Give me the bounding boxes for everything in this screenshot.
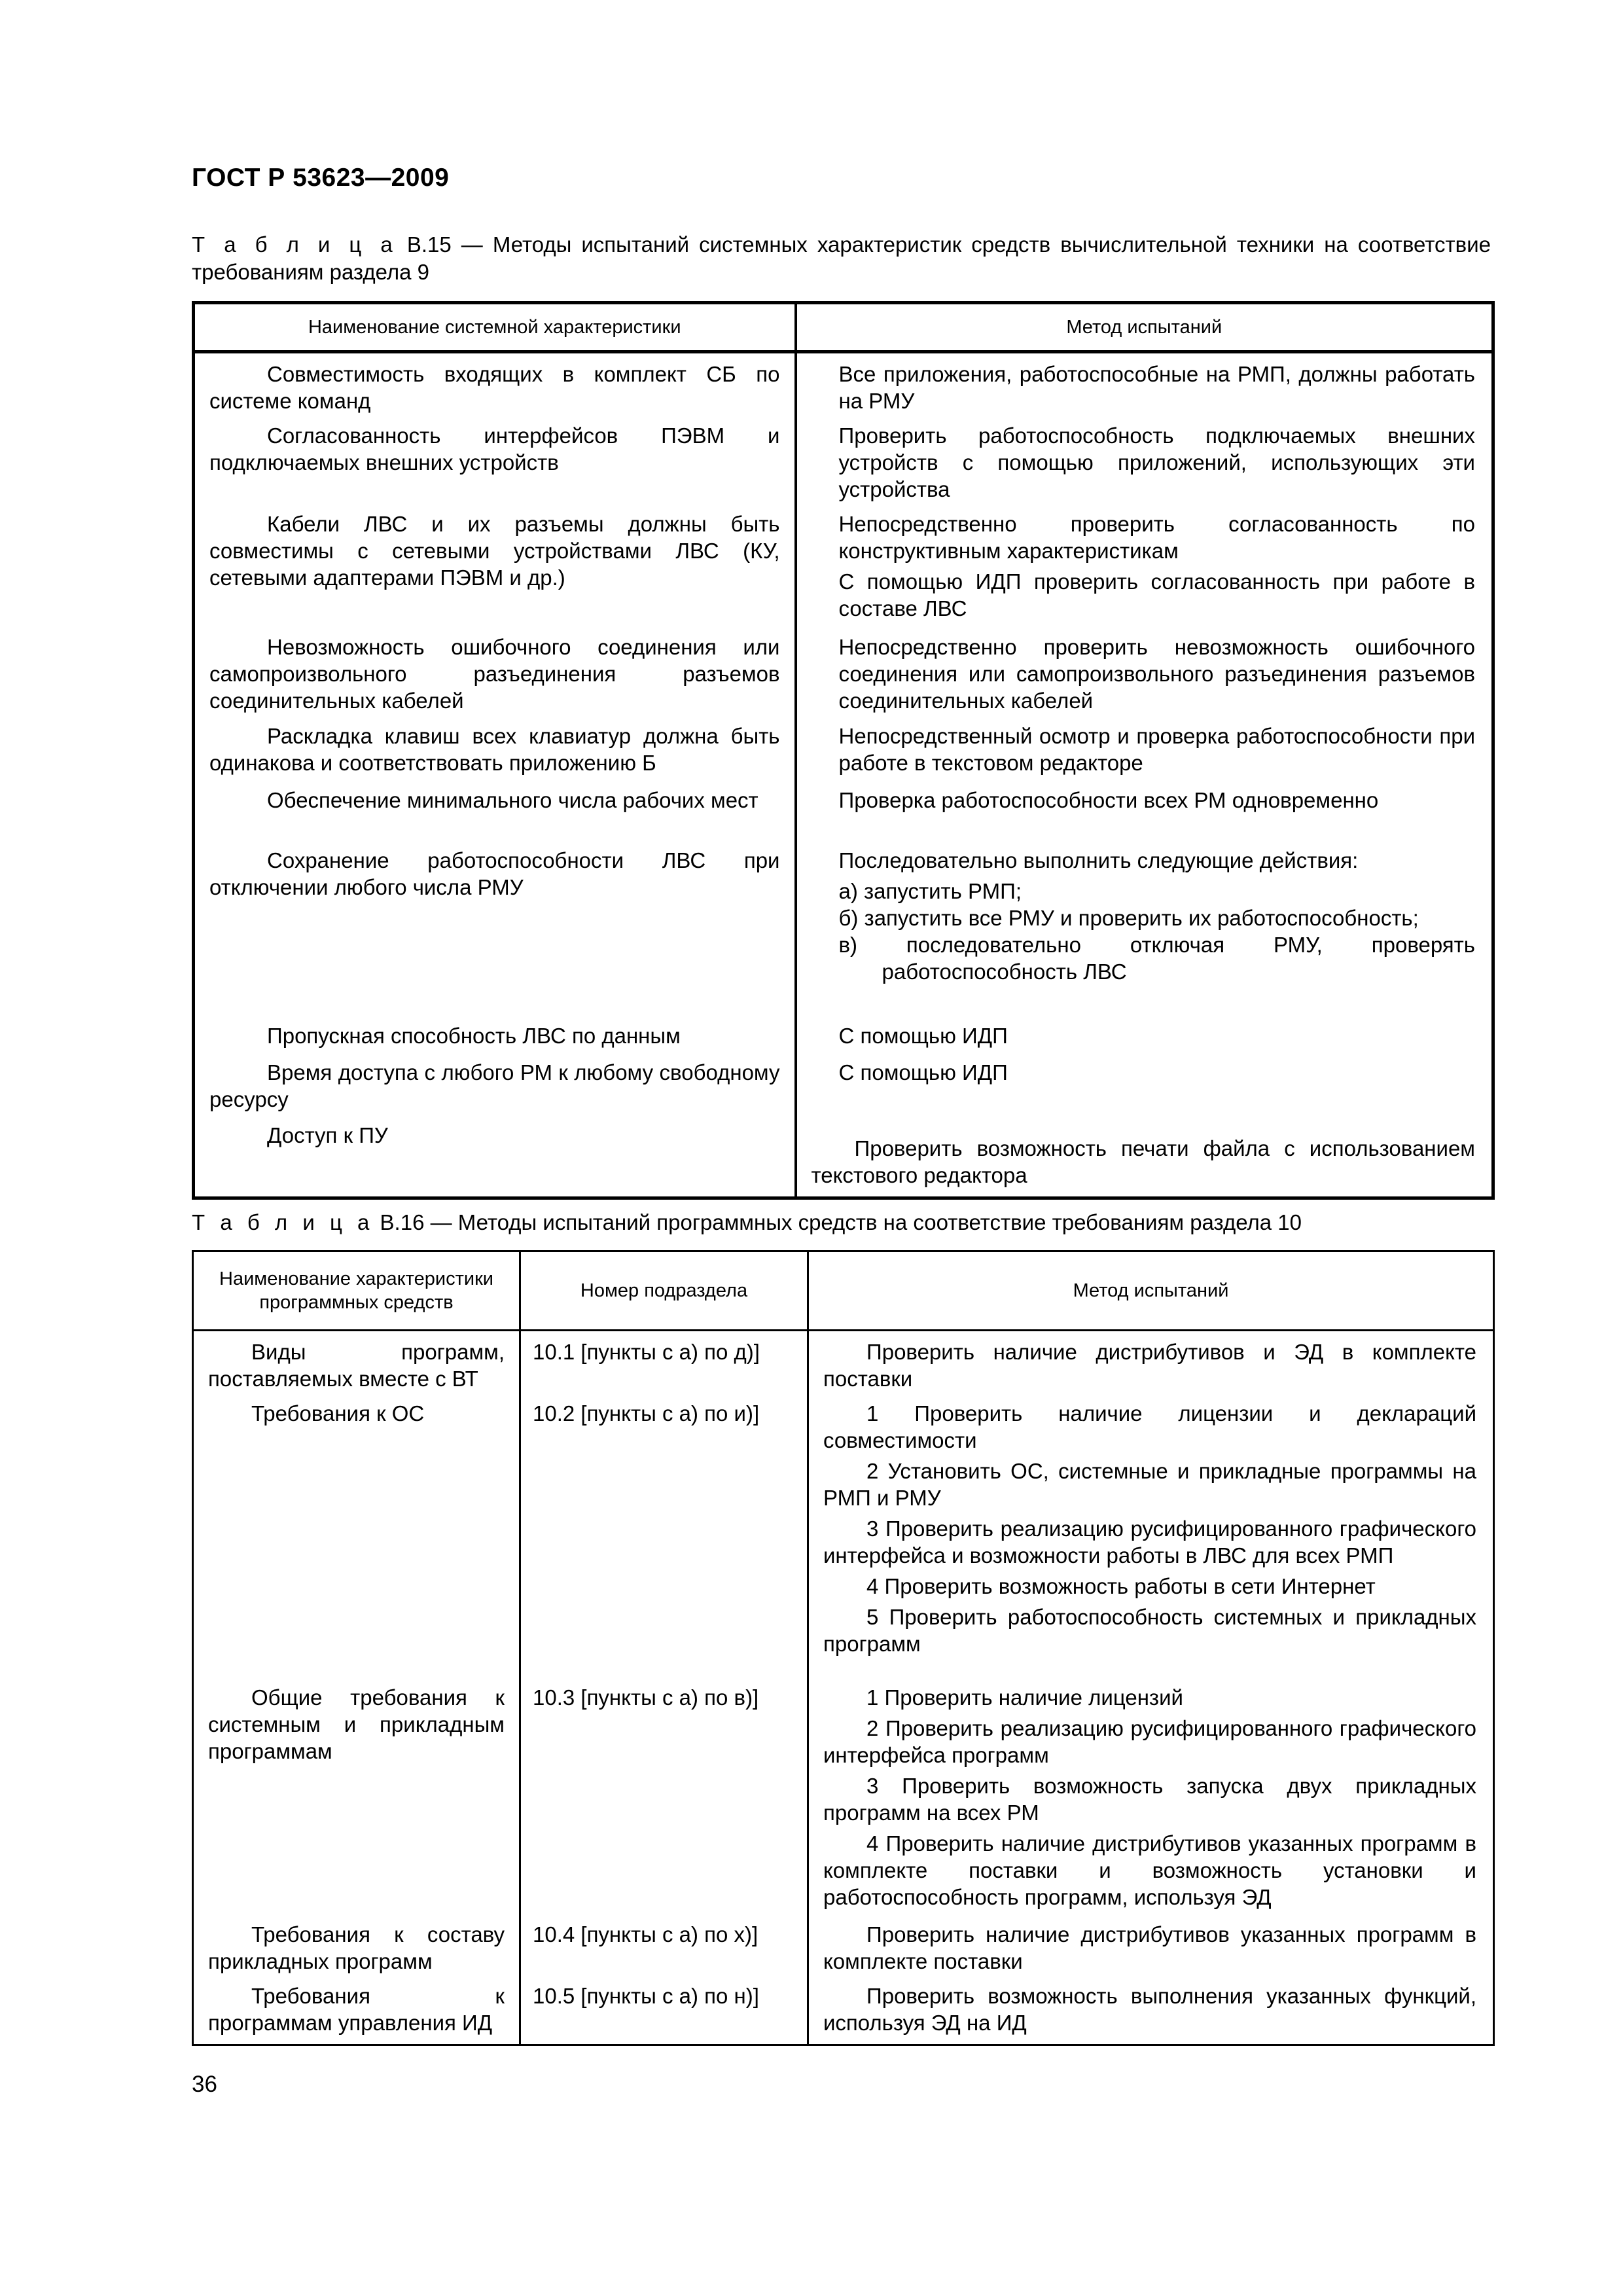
table-row: [194, 787, 1493, 847]
column-header: Наименование характеристики программных средств: [193, 1251, 520, 1331]
test-method: Непосредственно проверить согласованность по конструктивным характеристикам С помощью ИДП проверить согласованность при работе в составе ЛВС: [838, 512, 1475, 620]
column-header: Наименование системной характеристики: [194, 303, 796, 352]
test-method: С помощью ИДП: [838, 1024, 1008, 1048]
column-header: Метод испытаний: [808, 1251, 1494, 1331]
table-row: [193, 1331, 1494, 1401]
list-item: б) запустить все РМУ и проверить их работоспособность;: [838, 906, 1419, 930]
test-method: Проверка работоспособности всех РМ одновременно: [838, 788, 1379, 812]
test-method: Проверить работоспособность подключаемых внешних устройств с помощью приложений, использующих эти устройства: [838, 423, 1475, 501]
table-row: [194, 1122, 1493, 1198]
test-method: Проверить возможность печати файла с использованием текстового редактора: [811, 1136, 1475, 1187]
table-caption: [192, 231, 1491, 286]
test-method: Проверить наличие дистрибутивов указанных программ в комплекте поставки: [823, 1922, 1476, 1973]
table-row: [193, 1982, 1494, 2045]
characteristic-name: Сохранение работоспособности ЛВС при отключении любого числа РМУ: [194, 847, 796, 1022]
caption-text: В.15 — Методы испытаний системных характеристик средств вычислительной техники на соответствие требованиям раздела 9: [192, 232, 1491, 284]
table-caption: [192, 1209, 1491, 1236]
table-row: [193, 1921, 1494, 1982]
characteristic-name: Время доступа с любого РМ к любому свободному ресурсу: [194, 1059, 796, 1122]
software-requirements-table: [192, 1250, 1495, 2046]
table-row: [194, 1022, 1493, 1059]
caption-prefix: Т а б л и ц а: [192, 232, 397, 257]
list-item: а) запустить РМП;: [838, 879, 1022, 903]
characteristic-name: Обеспечение минимального числа рабочих мест: [194, 787, 796, 847]
test-method: Непосредственный осмотр и проверка работоспособности при работе в текстовом редакторе: [838, 724, 1475, 775]
table-row: [193, 1400, 1494, 1684]
test-method: Проверить возможность выполнения указанных функций, используя ЭД на ИД: [823, 1984, 1476, 2035]
table-row: [194, 511, 1493, 634]
characteristic-name: Требования к программам управления ИД: [193, 1982, 520, 2045]
section-number: 10.2 [пункты с а) по и)]: [520, 1400, 808, 1684]
characteristic-name: Требования к ОС: [193, 1400, 520, 1684]
list-item: в) последовательно отключая РМУ, проверять работоспособность ЛВС: [838, 933, 1475, 984]
test-method: 1 Проверить наличие лицензии и деклараций совместимости 2 Установить ОС, системные и прикладные программы на РМП и РМУ 3 Проверить реализацию русифицированного графического интерфейса и возможности работы в ЛВС для всех РМП 4 Проверить возможность работы в сети Интернет 5 Проверить работоспособность системных и прикладных программ: [823, 1401, 1476, 1656]
system-characteristics-table: [192, 301, 1495, 1200]
test-method: Последовательно выполнить следующие действия: а) запустить РМП; б) запустить все РМУ и проверить их работоспособность; в) последовательно отключая РМУ, проверять работоспособность ЛВС: [838, 848, 1475, 984]
table-row: [194, 422, 1493, 511]
section-number: 10.3 [пункты с а) по в)]: [520, 1684, 808, 1921]
test-method: Проверить наличие дистрибутивов и ЭД в комплекте поставки: [823, 1340, 1476, 1391]
characteristic-name: Невозможность ошибочного соединения или самопроизвольного разъединения разъемов соединительных кабелей: [194, 634, 796, 723]
test-method: Все приложения, работоспособные на РМП, должны работать на РМУ: [838, 362, 1475, 413]
section-number: 10.4 [пункты с а) по х)]: [520, 1921, 808, 1982]
section-number: 10.5 [пункты с а) по н)]: [520, 1982, 808, 2045]
table-row: [194, 352, 1493, 423]
page-number: 36: [192, 2072, 217, 2097]
characteristic-name: Требования к составу прикладных программ: [193, 1921, 520, 1982]
table-row: [193, 1684, 1494, 1921]
characteristic-name: Согласованность интерфейсов ПЭВМ и подключаемых внешних устройств: [194, 422, 796, 511]
caption-prefix: Т а б л и ц а: [192, 1210, 374, 1234]
caption-text: В.16 — Методы испытаний программных средств на соответствие требованиям раздела 10: [374, 1210, 1302, 1234]
table-row: [194, 1059, 1493, 1122]
test-method: Непосредственно проверить невозможность ошибочного соединения или самопроизвольного разъединения разъемов соединительных кабелей: [838, 635, 1475, 713]
characteristic-name: Доступ к ПУ: [194, 1122, 796, 1198]
table-row: [194, 723, 1493, 787]
characteristic-name: Кабели ЛВС и их разъемы должны быть совместимы с сетевыми устройствами ЛВС (КУ, сетевыми адаптерами ПЭВМ и др.): [194, 511, 796, 634]
column-header: Метод испытаний: [796, 303, 1493, 352]
characteristic-name: Пропускная способность ЛВС по данным: [194, 1022, 796, 1059]
table-row: [194, 634, 1493, 723]
characteristic-name: Совместимость входящих в комплект СБ по системе команд: [194, 352, 796, 423]
characteristic-name: Общие требования к системным и прикладным программам: [193, 1684, 520, 1921]
characteristic-name: Раскладка клавиш всех клавиатур должна быть одинакова и соответствовать приложению Б: [194, 723, 796, 787]
test-method: 1 Проверить наличие лицензий 2 Проверить реализацию русифицированного графического интерфейса программ 3 Проверить возможность запуска двух прикладных программ на всех РМ 4 Проверить наличие дистрибутивов указанных программ в комплекте поставки и возможность установки и работоспособность программ, используя ЭД: [823, 1685, 1476, 1909]
table-row: [194, 847, 1493, 1022]
column-header: Номер подраздела: [520, 1251, 808, 1331]
characteristic-name: Виды программ, поставляемых вместе с ВТ: [193, 1331, 520, 1401]
section-number: 10.1 [пункты с а) по д)]: [520, 1331, 808, 1401]
document-header: ГОСТ Р 53623—2009: [192, 164, 450, 192]
test-method: С помощью ИДП: [838, 1060, 1008, 1085]
